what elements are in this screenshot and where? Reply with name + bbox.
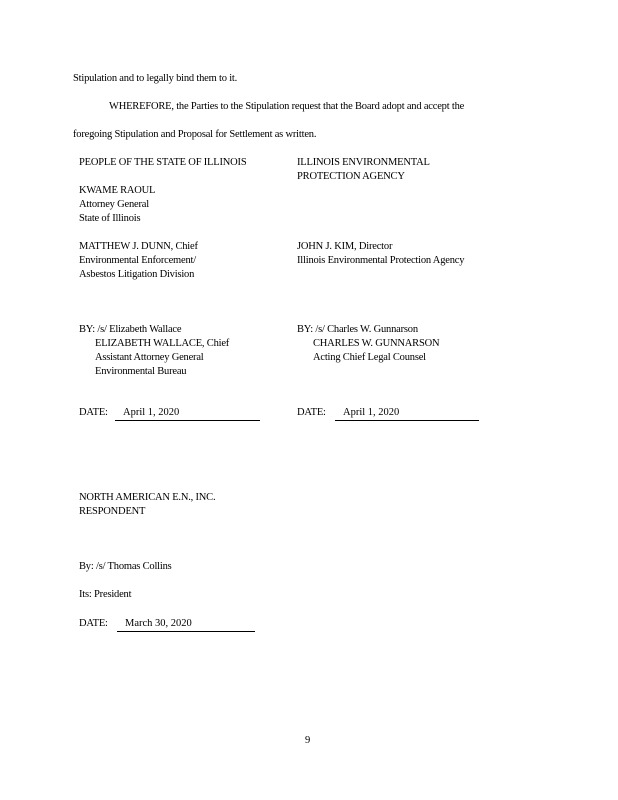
right-date-value: April 1, 2020 <box>335 406 479 421</box>
chief-block <box>79 240 198 282</box>
attorney-general-block <box>79 184 155 226</box>
left-party-heading: PEOPLE OF THE STATE OF ILLINOIS <box>79 157 247 168</box>
ag-state: State of Illinois <box>79 213 141 224</box>
page-number: 9 <box>305 735 311 746</box>
chief-division-2: Asbestos Litigation Division <box>79 269 195 280</box>
right-heading-1: ILLINOIS ENVIRONMENTAL <box>297 157 430 168</box>
respondent-name: NORTH AMERICAN E.N., INC. <box>79 492 216 503</box>
right-party-heading <box>297 156 430 184</box>
director-block <box>297 240 464 268</box>
left-signer-name: ELIZABETH WALLACE, Chief <box>95 338 230 349</box>
left-by-signature: BY: /s/ Elizabeth Wallace <box>79 324 182 335</box>
right-by-signature: BY: /s/ Charles W. Gunnarson <box>297 324 418 335</box>
body-line-1: Stipulation and to legally bind them to it. <box>73 73 238 84</box>
right-signer-title: Acting Chief Legal Counsel <box>313 352 426 363</box>
respondent-block <box>79 491 215 519</box>
ag-name: KWAME RAOUL <box>79 185 156 196</box>
chief-name: MATTHEW J. DUNN, Chief <box>79 241 198 252</box>
chief-division-1: Environmental Enforcement/ <box>79 255 196 266</box>
body-line-2: WHEREFORE, the Parties to the Stipulation request that the Board adopt and accept the <box>109 101 465 112</box>
left-signature-block <box>79 323 229 379</box>
respondent-date-label: DATE: <box>79 618 108 629</box>
left-date-label: DATE: <box>79 407 108 418</box>
right-signer-name: CHARLES W. GUNNARSON <box>313 338 440 349</box>
respondent-role: RESPONDENT <box>79 506 146 517</box>
respondent-its: Its: President <box>79 589 132 600</box>
director-org: Illinois Environmental Protection Agency <box>297 255 465 266</box>
left-signer-title-1: Assistant Attorney General <box>95 352 204 363</box>
ag-title: Attorney General <box>79 199 149 210</box>
respondent-by-signature: By: /s/ Thomas Collins <box>79 561 172 572</box>
body-line-3: foregoing Stipulation and Proposal for Settlement as written. <box>73 129 317 140</box>
left-signer-title-2: Environmental Bureau <box>95 366 187 377</box>
respondent-date-value: March 30, 2020 <box>117 617 255 632</box>
left-date-value: April 1, 2020 <box>115 406 260 421</box>
director-name: JOHN J. KIM, Director <box>297 241 393 252</box>
right-signature-block <box>297 323 439 365</box>
right-heading-2: PROTECTION AGENCY <box>297 171 405 182</box>
right-date-label: DATE: <box>297 407 326 418</box>
